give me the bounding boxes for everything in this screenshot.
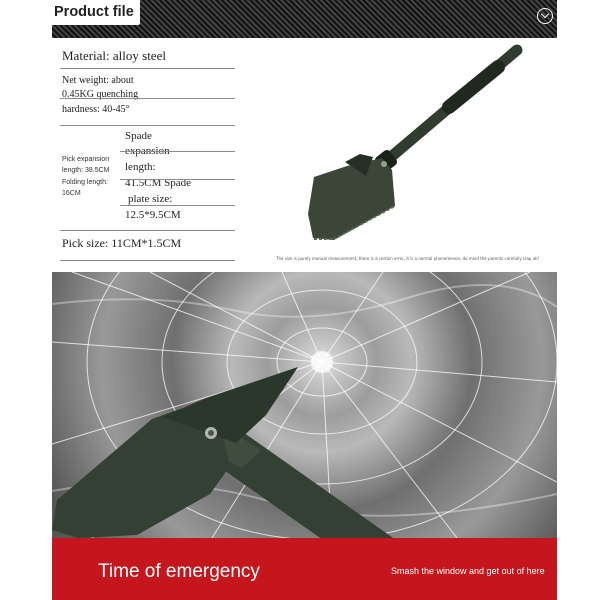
plate-size-l1: plate size: xyxy=(128,193,173,205)
spade-expansion-l1: Spade xyxy=(125,130,152,142)
spade-expansion-l4: 41.5CM Spade xyxy=(125,177,191,189)
hardness-text: hardness: 40-45° xyxy=(62,104,130,115)
folding-length-label: Folding length: xyxy=(62,179,108,186)
weight-line2: 0.45KG quenching xyxy=(62,89,139,100)
pick-expansion-label: Pick expansion xyxy=(62,156,110,163)
folding-length-value: 16CM xyxy=(62,190,81,197)
plate-size-l2: 12.5*9.5CM xyxy=(125,209,181,221)
folded-shovel-image xyxy=(0,0,600,270)
banner-subtitle: Smash the window and get out of here xyxy=(391,566,545,576)
spade-expansion-l3: length: xyxy=(125,161,156,173)
material-text: Material: alloy steel xyxy=(62,48,166,63)
pick-expansion-value: length: 38.5CM xyxy=(62,167,110,174)
shovel-closeup-image xyxy=(52,272,557,538)
broken-glass-photo xyxy=(52,272,557,538)
product-file-tab: Product file xyxy=(52,0,140,25)
banner-title: Time of emergency xyxy=(98,561,260,582)
spade-expansion-l2: expansion xyxy=(125,145,170,157)
weight-line1: Net weight: about xyxy=(62,75,134,86)
pick-size-text: Pick size: 11CM*1.5CM xyxy=(62,236,182,250)
measurement-disclaimer: The size is purely manual measurement, there is a certain error, it is a normal phenomenon, do mind the parents carefully clap ah! xyxy=(276,256,540,261)
